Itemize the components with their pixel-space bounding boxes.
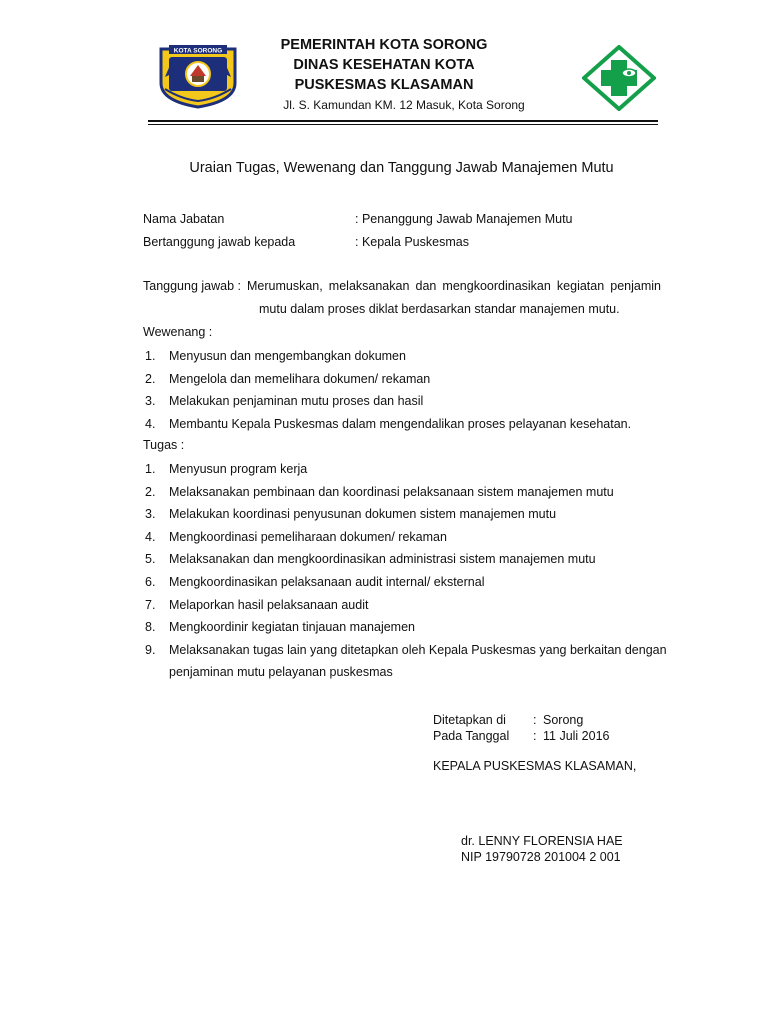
item-text: Mengkoordinasi pemeliharaan dokumen/ rekaman [169,529,447,544]
signatory-position: KEPALA PUSKESMAS KLASAMAN, [433,759,637,773]
info-value: : Kepala Puskesmas [355,235,469,249]
letterhead-rule-thin [148,124,658,125]
item-number: 7. [145,597,156,612]
item-number: 8. [145,620,156,635]
signatory-name: dr. LENNY FLORENSIA HAE [461,834,623,848]
item-text: Melakukan koordinasi penyusunan dokumen sistem manajemen mutu [169,507,557,522]
item-number: 2. [145,371,156,386]
item-text: Mengelola dan memelihara dokumen/ rekaman [169,371,431,386]
responsibility-row [143,279,661,293]
item-text: Menyusun program kerja [169,462,308,476]
tasks-heading: Tugas : [143,438,185,452]
date-label: Pada Tanggal [433,729,510,743]
item-text: Membantu Kepala Puskesmas dalam mengendalikan proses pelayanan kesehatan. [169,416,632,431]
letterhead-line1: PEMERINTAH KOTA SORONG [280,37,488,53]
list-item-continued: penjaminan mutu pelayanan puskesmas [169,665,393,679]
info-value: : Penanggung Jawab Manajemen Mutu [355,212,573,226]
item-number: 2. [145,484,156,499]
item-text: Melaksanakan pembinaan dan koordinasi pelaksanaan sistem manajemen mutu [169,484,614,499]
letterhead-address: Jl. S. Kamundan KM. 12 Masuk, Kota Sorong [283,98,525,112]
item-number: 1. [145,462,156,476]
letterhead-line2: DINAS KESEHATAN KOTA [293,57,475,73]
responsibility-text: Merumuskan, melaksanakan dan mengkoordinasikan kegiatan penjamin [247,279,661,293]
signatory-nip: NIP 19790728 201004 2 001 [461,850,621,864]
item-text: Melakukan penjaminan mutu proses dan hasil [169,394,424,409]
item-text: Mengkoordinasikan pelaksanaan audit internal/ eksternal [169,574,485,589]
responsibility-text-continued: mutu dalam proses diklat berdasarkan standar manajemen mutu. [259,302,620,316]
info-label: Bertanggung jawab kepada [143,235,296,249]
item-number: 4. [145,416,156,431]
item-text: Melaksanakan dan mengkoordinasikan administrasi sistem manajemen mutu [169,552,596,567]
item-number: 5. [145,552,156,567]
date-colon: : [533,729,537,743]
authority-heading: Wewenang : [143,325,213,339]
item-text: Mengkoordinir kegiatan tinjauan manajemen [169,620,415,635]
place-label: Ditetapkan di [433,713,506,727]
place-value: Sorong [543,713,584,727]
place-colon: : [533,713,537,727]
item-number: 3. [145,507,156,522]
item-text: Menyusun dan mengembangkan dokumen [169,349,406,363]
item-number: 1. [145,349,156,363]
item-number: 4. [145,529,156,544]
item-number: 3. [145,394,156,409]
info-label: Nama Jabatan [143,212,225,226]
item-text: Melaksanakan tugas lain yang ditetapkan oleh Kepala Puskesmas yang berkaitan dengan [169,642,667,657]
logo-lettering: KOTA SORONG [173,47,223,55]
item-number: 9. [145,642,156,657]
responsibility-heading: Tanggung jawab : [143,279,241,293]
item-number: 6. [145,574,156,589]
date-value: 11 Juli 2016 [543,729,610,743]
item-text: Melaporkan hasil pelaksanaan audit [169,597,369,612]
letterhead-line3: PUSKESMAS KLASAMAN [294,77,474,93]
letterhead-rule-thick [148,120,658,122]
document-title: Uraian Tugas, Wewenang dan Tanggung Jawab Manajemen Mutu [189,160,614,176]
